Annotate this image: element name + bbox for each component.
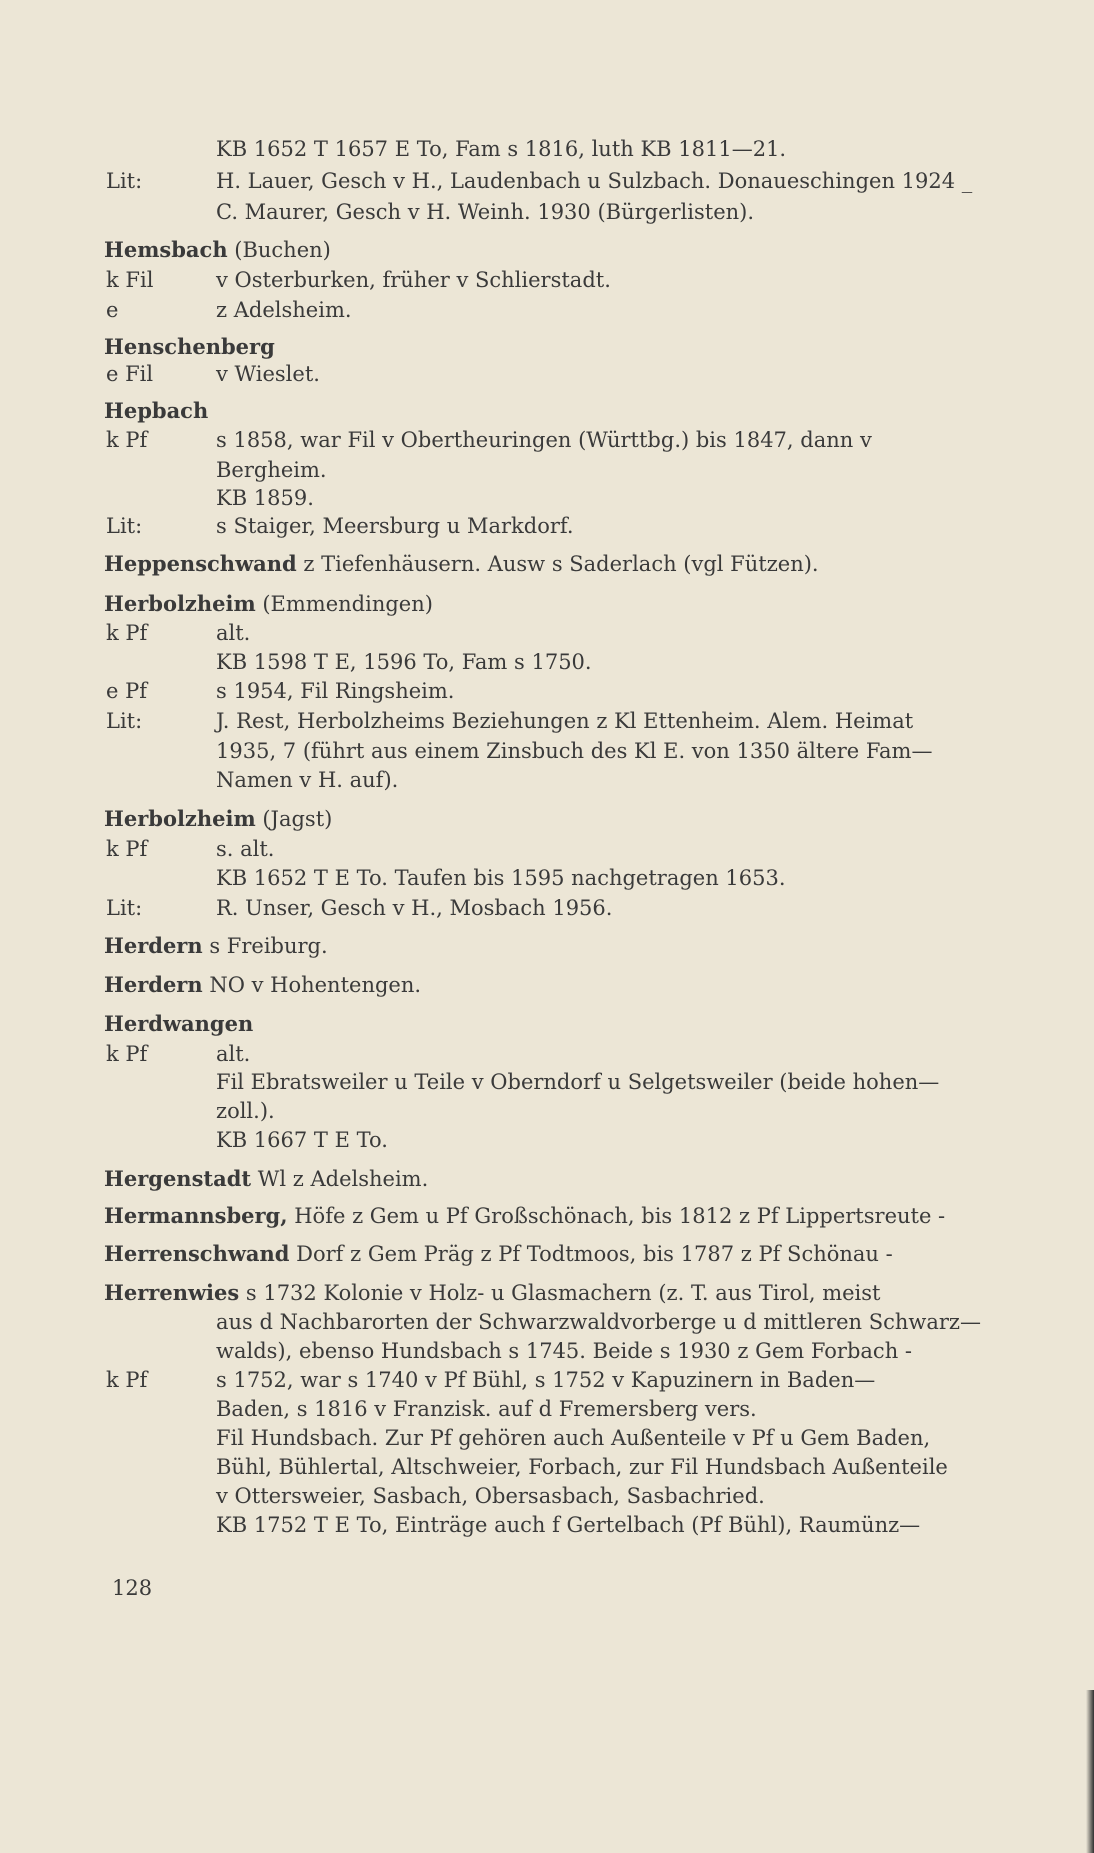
text-line [0,548,1094,580]
text-line [0,892,1094,924]
text-line [0,1335,1094,1367]
entry-label: k Fil [106,268,154,292]
entry-text: KB 1652 T 1657 E To, Fam s 1816, luth KB 1811—21. [216,137,787,161]
text-line [0,1008,1094,1040]
text-line [0,395,1094,427]
entry-label: k Pf [106,1368,148,1392]
entry-label: k Pf [106,621,148,645]
entry-text: 1935, 7 (führt aus einem Zinsbuch des Kl E. von 1350 ältere Fam— [216,739,933,763]
entry-heading: Heppenschwand z Tiefenhäusern. Ausw s Saderlach (vgl Fützen). [104,551,819,576]
text-line [0,133,1094,165]
entry-label: Lit: [106,896,143,920]
entry-text: v Ottersweier, Sasbach, Obersasbach, Sasbachried. [216,1484,765,1508]
text-line [0,1277,1094,1309]
entry-heading: Herrenschwand Dorf z Gem Präg z Pf Todtmoos, bis 1787 z Pf Schönau - [104,1241,893,1266]
text-line [0,617,1094,649]
entry-text: aus d Nachbarorten der Schwarzwaldvorberge u d mittleren Schwarz— [216,1310,981,1334]
text-line [0,1200,1094,1232]
text-line [0,264,1094,296]
text-line [0,969,1094,1001]
entry-label: Lit: [106,709,143,733]
entry-text: Bühl, Bühlertal, Altschweier, Forbach, zur Fil Hundsbach Außenteile [216,1455,948,1479]
text-line [0,675,1094,707]
entry-text: KB 1598 T E, 1596 To, Fam s 1750. [216,650,592,674]
entry-heading: Herdern NO v Hohentengen. [104,972,422,997]
text-line [0,1124,1094,1156]
text-line [0,234,1094,266]
entry-text: H. Lauer, Gesch v H., Laudenbach u Sulzbach. Donaueschingen 1924 _ [216,169,973,193]
text-line [0,803,1094,835]
entry-heading: Herrenwies s 1732 Kolonie v Holz- u Glasmachern (z. T. aus Tirol, meist [104,1280,881,1305]
entry-heading: Hepbach [104,398,209,423]
text-line [0,862,1094,894]
entry-heading: Hergenstadt Wl z Adelsheim. [104,1166,429,1191]
text-line [0,833,1094,865]
entry-text: alt. [216,621,251,645]
entry-text: KB 1652 T E To. Taufen bis 1595 nachgetragen 1653. [216,866,786,890]
entry-label: Lit: [106,169,143,193]
text-line [0,588,1094,620]
entry-text: v Osterburken, früher v Schlierstadt. [216,268,611,292]
text-line [0,196,1094,228]
text-line [0,1306,1094,1338]
entry-text: v Wieslet. [216,362,320,386]
page-edge-shadow [1086,1690,1094,1853]
entry-heading: Henschenberg [104,334,275,359]
text-line [0,646,1094,678]
text-line [0,764,1094,796]
entry-text: zoll.). [216,1099,275,1123]
page-number: 128 [112,1576,153,1600]
text-line [0,930,1094,962]
entry-heading: Hermannsberg, Höfe z Gem u Pf Großschönach, bis 1812 z Pf Lippertsreute - [104,1203,946,1228]
entry-text: J. Rest, Herbolzheims Beziehungen z Kl Ettenheim. Alem. Heimat [216,709,914,733]
entry-text: s 1752, war s 1740 v Pf Bühl, s 1752 v Kapuzinern in Baden— [216,1368,876,1392]
entry-text: Fil Hundsbach. Zur Pf gehören auch Außenteile v Pf u Gem Baden, [216,1426,931,1450]
text-line [0,1238,1094,1270]
text-line [0,705,1094,737]
entry-text: s 1858, war Fil v Obertheuringen (Württbg.) bis 1847, dann v [216,428,872,452]
text-line [0,1095,1094,1127]
entry-heading: Herbolzheim (Emmendingen) [104,591,433,616]
entry-text: KB 1667 T E To. [216,1128,388,1152]
entry-label: e Pf [106,679,148,703]
entry-text: R. Unser, Gesch v H., Mosbach 1956. [216,896,613,920]
text-line [0,424,1094,456]
text-line [0,1364,1094,1396]
text-line [0,1422,1094,1454]
entry-heading: Herdwangen [104,1011,254,1036]
entry-heading: Herbolzheim (Jagst) [104,806,333,831]
entry-text: s Staiger, Meersburg u Markdorf. [216,514,574,538]
entry-label: e [106,298,119,322]
text-line [0,358,1094,390]
entry-text: Namen v H. auf). [216,768,399,792]
text-line [0,510,1094,542]
text-line [0,1066,1094,1098]
text-line [0,1451,1094,1483]
text-line [0,1509,1094,1541]
entry-text: Baden, s 1816 v Franzisk. auf d Fremersberg vers. [216,1397,757,1421]
entry-text: C. Maurer, Gesch v H. Weinh. 1930 (Bürgerlisten). [216,200,755,224]
text-line [0,294,1094,326]
entry-text: walds), ebenso Hundsbach s 1745. Beide s 1930 z Gem Forbach - [216,1339,912,1363]
entry-text: z Adelsheim. [216,298,352,322]
entry-heading: Hemsbach (Buchen) [104,237,331,262]
entry-label: Lit: [106,514,143,538]
entry-text: KB 1752 T E To, Einträge auch f Gertelbach (Pf Bühl), Raumünz— [216,1513,921,1537]
entry-text: alt. [216,1042,251,1066]
entry-label: k Pf [106,837,148,861]
entry-text: KB 1859. [216,486,314,510]
entry-label: e Fil [106,362,154,386]
text-line [0,1163,1094,1195]
entry-heading: Herdern s Freiburg. [104,933,328,958]
text-line [0,165,1094,197]
entry-text: s. alt. [216,837,275,861]
text-line [0,1480,1094,1512]
entry-text: Bergheim. [216,458,327,482]
text-line [0,1393,1094,1425]
entry-text: s 1954, Fil Ringsheim. [216,679,455,703]
entry-text: Fil Ebratsweiler u Teile v Oberndorf u Selgetsweiler (beide hohen— [216,1070,940,1094]
entry-label: k Pf [106,1042,148,1066]
text-line [0,735,1094,767]
entry-label: k Pf [106,428,148,452]
